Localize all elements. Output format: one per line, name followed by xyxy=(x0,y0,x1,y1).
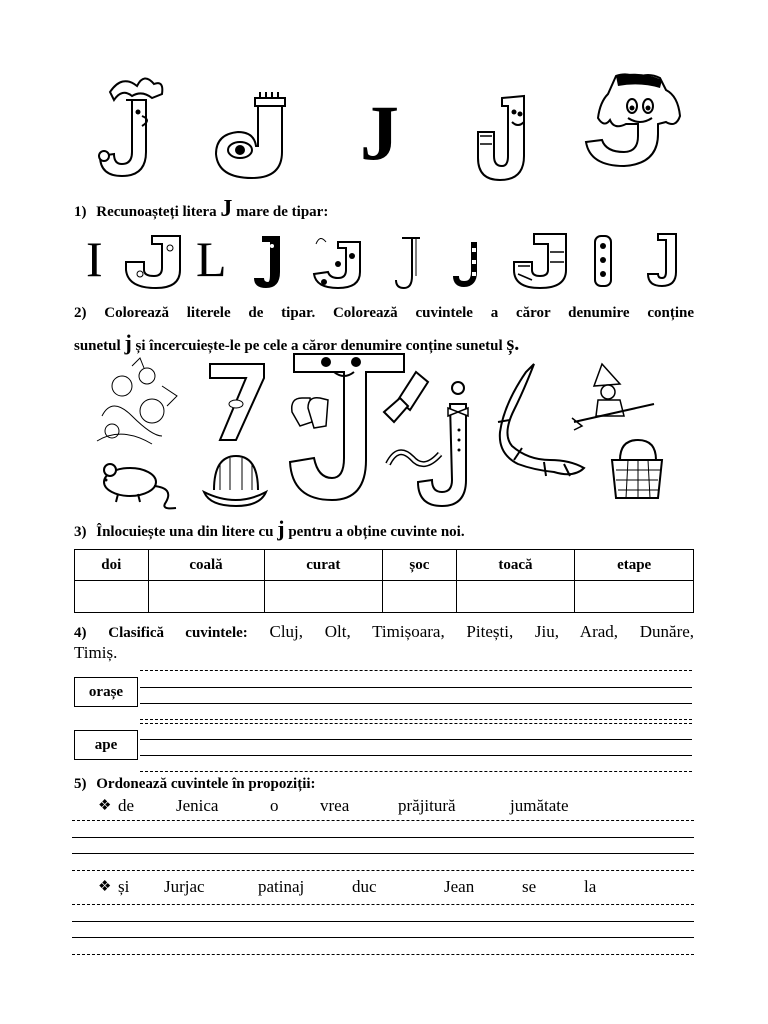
ex4-list-end: Timiș. xyxy=(74,643,118,662)
word: vrea xyxy=(320,796,350,815)
writing-line[interactable] xyxy=(72,820,694,821)
word-cell: etape xyxy=(575,550,694,581)
writing-line[interactable] xyxy=(140,755,692,756)
mouse-j xyxy=(310,234,364,290)
answer-cell[interactable] xyxy=(383,581,456,613)
hat-picture xyxy=(200,450,270,510)
writing-line[interactable] xyxy=(72,837,694,838)
bullet-icon: ❖ xyxy=(98,798,112,814)
ex1-number: 1) xyxy=(74,204,87,220)
writing-line[interactable] xyxy=(72,937,694,938)
word: Jean xyxy=(444,877,475,896)
answer-cell[interactable] xyxy=(575,581,694,613)
writing-line[interactable] xyxy=(72,954,694,955)
writing-line[interactable] xyxy=(72,904,694,905)
answer-cell[interactable] xyxy=(456,581,575,613)
writing-line[interactable] xyxy=(140,670,692,671)
word: se xyxy=(522,877,537,896)
word-cell: coală xyxy=(148,550,264,581)
writing-line[interactable] xyxy=(140,687,692,688)
basket-picture xyxy=(608,436,666,502)
writing-line[interactable] xyxy=(140,703,692,704)
ex3-text-after: pentru a obține cuvinte noi. xyxy=(288,524,465,540)
ex1-text-before: Recunoașteți litera xyxy=(96,204,217,220)
ex2-letter-s: ș. xyxy=(506,333,520,355)
writing-line[interactable] xyxy=(140,771,692,772)
ex5-number: 5) xyxy=(74,776,87,792)
ex3-answer-row xyxy=(75,581,694,613)
outline-j xyxy=(394,236,424,290)
candy-cane-j xyxy=(452,240,486,286)
bold-j xyxy=(252,234,282,290)
word: și xyxy=(118,877,130,896)
word: duc xyxy=(352,877,377,896)
ex3-letter: j xyxy=(277,516,285,541)
bowtie-j-picture xyxy=(414,380,476,510)
ex4-number: 4) xyxy=(74,625,87,641)
letter-l: L xyxy=(196,231,227,287)
writing-line[interactable] xyxy=(72,921,694,922)
word: Jurjac xyxy=(164,877,205,896)
bullet-icon: ❖ xyxy=(98,879,112,895)
seven-picture xyxy=(206,360,268,444)
ex4-title-line2 xyxy=(74,643,117,663)
witch-picture xyxy=(570,360,656,432)
ex3-number: 3) xyxy=(74,524,87,540)
ex3-word-table xyxy=(74,549,694,613)
letter-i: I xyxy=(86,231,103,287)
gloves-picture xyxy=(288,392,332,432)
category-box-waters: ape xyxy=(74,730,138,760)
writing-line[interactable] xyxy=(140,723,692,724)
ex5-label: Ordonează cuvintele în propoziții: xyxy=(96,776,316,792)
word-cell: curat xyxy=(264,550,383,581)
word-cell: șoc xyxy=(383,550,456,581)
ex3-text-before: Înlocuiește una din litere cu xyxy=(96,524,274,540)
word: la xyxy=(584,877,597,896)
writing-line[interactable] xyxy=(140,739,692,740)
mouse-picture xyxy=(96,458,180,510)
ex2-letter-j: j xyxy=(124,330,132,355)
word-cell: toacă xyxy=(456,550,575,581)
plain-j: J xyxy=(360,89,399,176)
category-box-cities: orașe xyxy=(74,677,138,707)
smiling-j-drawing xyxy=(474,92,534,184)
ex3-word-row xyxy=(75,550,694,581)
ex3-title xyxy=(74,516,465,542)
face-j-drawing xyxy=(580,72,685,172)
word: Jenica xyxy=(176,796,219,815)
ex2-line2-before: sunetul xyxy=(74,338,121,354)
ex4-list: Cluj, Olt, Timișoara, Pitești, Jiu, Arad, Dunăre, xyxy=(269,622,695,641)
ex4-label: Clasifică cuvintele: xyxy=(108,625,248,641)
duck-j-drawing xyxy=(210,92,295,184)
toys-picture xyxy=(92,356,182,450)
ex5-title xyxy=(74,776,316,793)
word-cell: doi xyxy=(75,550,149,581)
ex1-text-after: mare de tipar: xyxy=(236,204,329,220)
answer-cell[interactable] xyxy=(264,581,383,613)
writing-line[interactable] xyxy=(72,853,694,854)
ex2-number: 2) xyxy=(74,305,87,321)
answer-cell[interactable] xyxy=(75,581,149,613)
ex2-title-line1 xyxy=(74,305,694,322)
ex4-title-line1 xyxy=(74,622,694,642)
word: o xyxy=(270,796,279,815)
answer-cell[interactable] xyxy=(148,581,264,613)
ex1-title xyxy=(74,196,328,223)
ex2-line1: Colorează literele de tipar. Colorează cuvintele a căror denumire conține xyxy=(104,305,694,321)
striped-j xyxy=(510,232,572,290)
jester-j-drawing xyxy=(92,72,172,182)
writing-line[interactable] xyxy=(140,719,692,720)
writing-line[interactable] xyxy=(72,870,694,871)
thin-j xyxy=(644,232,680,288)
ex1-letter: J xyxy=(220,196,233,222)
word: prăjitură xyxy=(398,796,456,815)
word: patinaj xyxy=(258,877,305,896)
word: de xyxy=(118,796,135,815)
ex2-line2-mid: și încercuiește-le pe cele a căror denumire conține sunetul xyxy=(135,338,503,354)
dotted-i xyxy=(592,234,614,288)
word: jumătate xyxy=(510,796,569,815)
decorated-j-1 xyxy=(122,234,186,290)
